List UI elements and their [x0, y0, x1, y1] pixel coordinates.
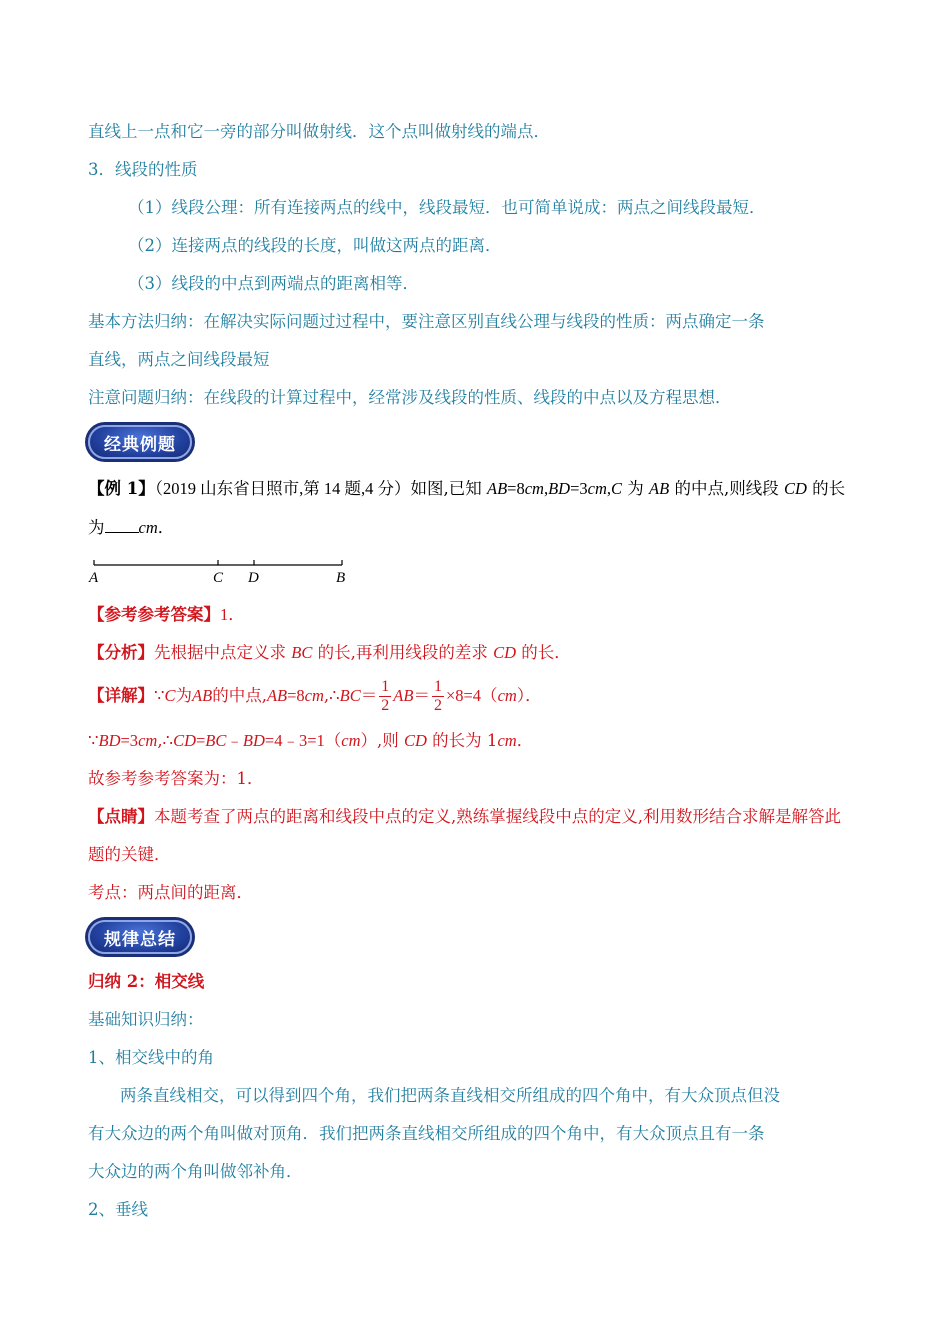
analysis-line: 【分析】先根据中点定义求 BC 的长,再利用线段的差求 CD 的长． [88, 643, 571, 662]
label-c: C [213, 570, 224, 586]
comment-line2: 题的关键． [88, 845, 171, 864]
fraction-one-half-a: $\frac{1}{2}$ [381, 677, 390, 714]
segment-midpoint: （3）线段的中点到两端点的距离相等． [128, 274, 419, 293]
answer-blank [105, 516, 139, 533]
final-answer: 故参考参考答案为：1． [88, 769, 264, 788]
segment-axiom: （1）线段公理：所有连接两点的线中，线段最短．也可简单说成：两点之间线段最短． [128, 198, 766, 217]
segment-distance: （2）连接两点的线段的长度，叫做这两点的距离． [128, 236, 502, 255]
method-summary-line2: 直线，两点之间线段最短 [88, 350, 270, 369]
reference-answer: 【参考参考答案】1． [88, 605, 245, 624]
section2-item2: 2、垂线 [88, 1200, 148, 1219]
example-source: （2019 山东省日照市,第 14 题,4 分） [154, 479, 411, 498]
example-tag: 【例 1】 [88, 479, 155, 498]
detail-line2: ∵BD=3cm,∴CD=BC﹣BD=4﹣3=1（cm）,则 CD 的长为 1cm． [88, 731, 534, 750]
label-b: B [336, 570, 346, 586]
fraction-one-half-b: $\frac{1}{2}$ [433, 677, 442, 714]
detail-line1: 【详解】 ∵ C 为 AB 的中点, AB =8 cm ,∴ BC ＝ $\frac{1}{2}$ AB ＝ $\frac{1}{2}$ × 8=4（ cm ）． [88, 677, 542, 714]
badge-classic-examples: 经典例题 [88, 425, 192, 459]
label-d: D [248, 570, 259, 586]
ray-definition: 直线上一点和它一旁的部分叫做射线．这个点叫做射线的端点． [88, 122, 550, 141]
section2-paragraph-line1: 两条直线相交，可以得到四个角，我们把两条直线相交所组成的四个角中，有大众顶点但没 [120, 1086, 780, 1105]
section2-paragraph-line3: 大众边的两个角叫做邻补角． [88, 1162, 303, 1181]
example-question-line2: 为 cm． [88, 518, 175, 537]
example-question-line1: 【例 1】（2019 山东省日照市,第 14 题,4 分）如图,已知 AB=8cm,BD=3cm,C 为 AB 的中点,则线段 CD 的长 [88, 479, 846, 498]
badge-rule-summary: 规律总结 [88, 920, 192, 954]
section-heading-segment-properties: 3．线段的性质 [88, 160, 198, 179]
section2-item1: 1、相交线中的角 [88, 1048, 214, 1067]
knowledge-point: 考点：两点间的距离． [88, 883, 253, 902]
segment-figure [86, 555, 356, 587]
comment-line1: 【点睛】本题考查了两点的距离和线段中点的定义,熟练掌握线段中点的定义,利用数形结合求解是解答此 [88, 807, 841, 826]
section2-subheading: 基础知识归纳： [88, 1010, 204, 1029]
method-summary-line1: 基本方法归纳：在解决实际问题过过程中，要注意区别直线公理与线段的性质：两点确定一条 [88, 312, 765, 331]
label-a: A [89, 570, 99, 586]
section2-paragraph-line2: 有大众边的两个角叫做对顶角．我们把两条直线相交所组成的四个角中，有大众顶点且有一条 [88, 1124, 765, 1143]
section2-heading: 归纳 2：相交线 [88, 972, 205, 991]
caution-summary: 注意问题归纳：在线段的计算过程中，经常涉及线段的性质、线段的中点以及方程思想． [88, 388, 732, 407]
